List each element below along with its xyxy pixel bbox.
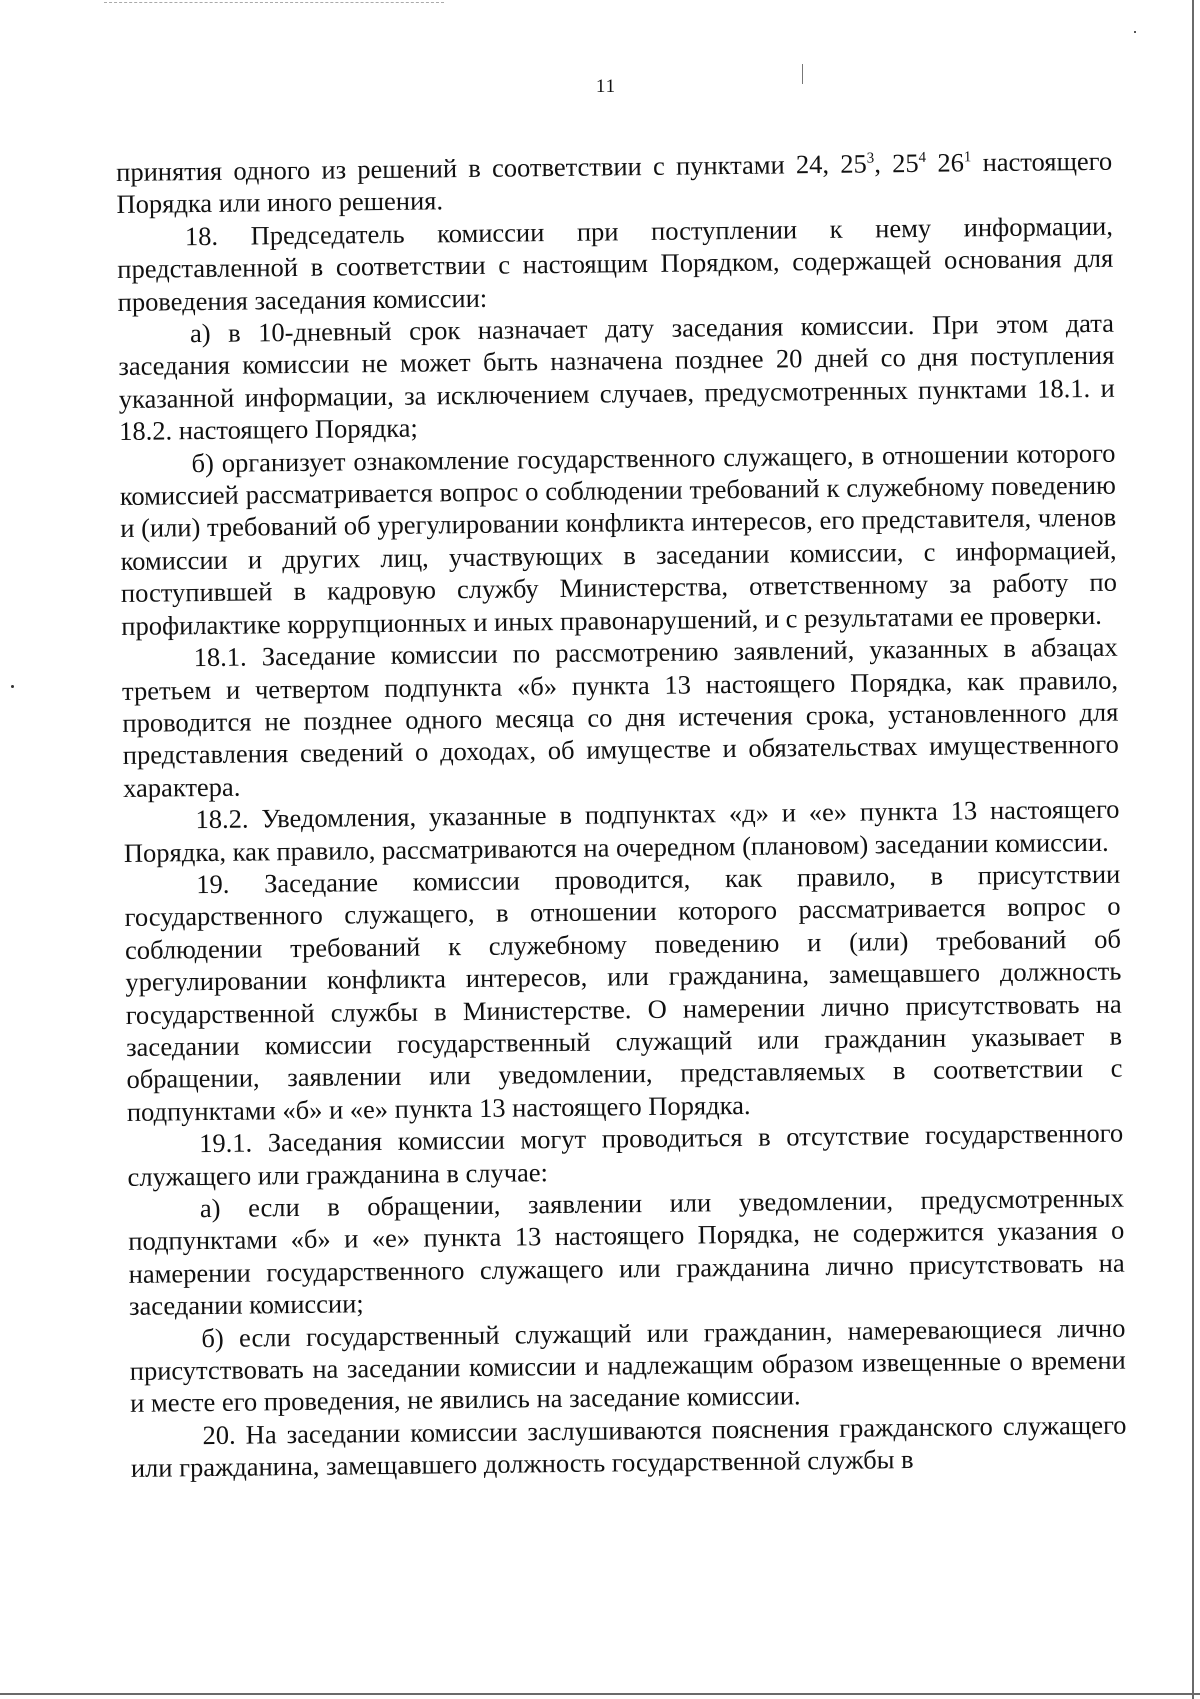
scan-edge-right [1192, 0, 1194, 1699]
scan-artifact-top [104, 2, 444, 3]
paragraph-19-1-a: а) если в обращении, заявлении или уведомлении, предусмотренных подпунктами «б» и «е» пункта 13 настоящего Порядка, не содержится указания о намерении государственного служащего или гражданина лично присутствовать на заседании комиссии; [128, 1182, 1125, 1322]
paragraph-18-b: б) организует ознакомление государственного служащего, в отношении которого комиссией рассматривается вопрос о соблюдении требований к служебному поведению и (или) требований об урегулировании конфликта интересов, его представителя, членов комиссии и других лиц, участвующих в заседании комиссии, с информацией, поступившей в кадровую службу Министерства, ответственному за работу по профилактике коррупционных и иных правонарушений, и с результатами ее проверки. [119, 437, 1118, 641]
paragraph-18: 18. Председатель комиссии при поступлении к нему информации, представленной в соответствии с настоящим Порядком, содержащей основания для проведения заседания комиссии: [117, 210, 1114, 317]
scan-dot-corner [1134, 31, 1136, 33]
paragraph-19-1: 19.1. Заседания комиссии могут проводиться в отсутствие государственного служащего или гражданина в случае: [127, 1117, 1124, 1192]
paragraph-18-a: а) в 10-дневный срок назначает дату заседания комиссии. При этом дата заседания комиссии не может быть назначена позднее 20 дней со дня поступления указанной информации, за исключением случаев, предусмотренных пунктами 18.1. и 18.2. настоящего Порядка; [118, 307, 1115, 447]
scan-dot-left [11, 685, 14, 688]
paragraph-18-2: 18.2. Уведомления, указанные в подпунктах «д» и «е» пункта 13 настоящего Порядка, как правило, рассматриваются на очередном (плановом) заседании комиссии. [123, 793, 1120, 868]
paragraph-19: 19. Заседание комиссии проводится, как правило, в присутствии государственного служащего, в отношении которого рассматривается вопрос о соблюдении требований к служебному поведению и (или) требований об урегулировании конфликта интересов, или гражданина, замещавшего должность государственной службы в Министерстве. О намерении лично присутствовать на заседании комиссии государственный служащий или гражданин указывает в обращении, заявлении или уведомлении, представляемых в соответствии с подпунктами «б» и «е» пункта 13 настоящего Порядка. [124, 858, 1123, 1127]
paragraph-19-1-b: б) если государственный служащий или гражданин, намеревающиеся лично присутствовать на заседании комиссии и надлежащим образом извещенные о времени и месте его проведения, не явились на заседание комиссии. [129, 1312, 1126, 1419]
scan-edge-bottom [0, 1693, 1200, 1695]
paragraph-continuation: принятия одного из решений в соответствии с пунктами 24, $25^3$, $25^4$ $26^1$ настоящего Порядка или иного решения. [116, 145, 1113, 220]
page-number: 11 [595, 76, 617, 97]
paragraph-20: 20. На заседании комиссии заслушиваются пояснения гражданского служащего или гражданина, замещавшего должность государственной службы в [130, 1409, 1127, 1484]
paragraph-18-1: 18.1. Заседание комиссии по рассмотрению заявлений, указанных в абзацах третьем и четвертом подпункта «б» пункта 13 настоящего Порядка, как правило, проводится не позднее одного месяца со дня истечения срока, установленного для представления сведений о доходах, об имуществе и обязательствах имущественного характера. [121, 631, 1119, 803]
document-text [116, 145, 1127, 1485]
